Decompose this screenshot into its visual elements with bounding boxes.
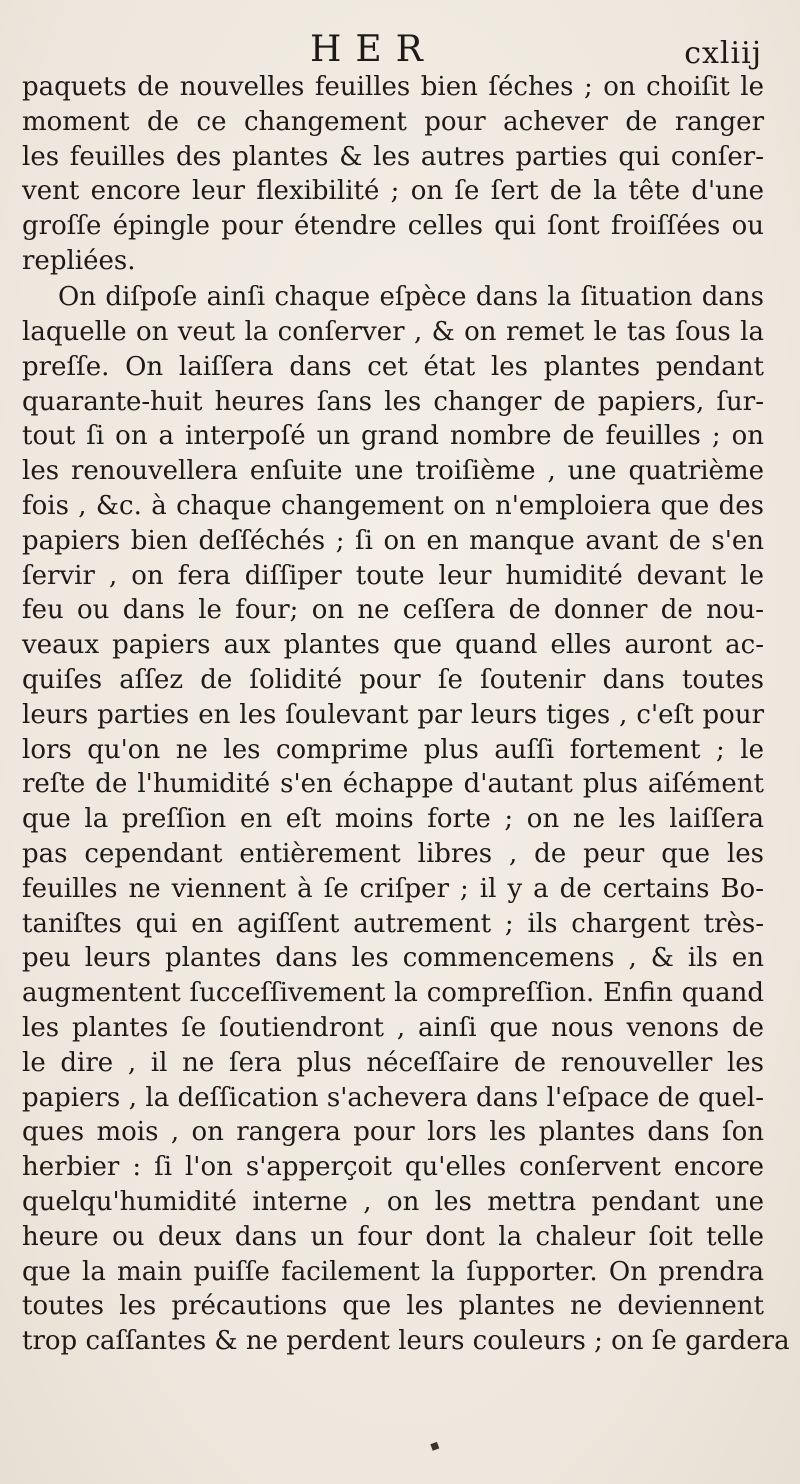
text-line: reſte de l'humidité s'en échappe d'autant plus aiſément [22,769,764,800]
text-line: quelqu'humidité interne , on les mettra pendant une [22,1187,764,1217]
text-line: moment de ce changement pour achever de ranger [22,106,764,137]
text-line: augmentent ſucceſſivement la compreſſion. Enfin quand [22,978,764,1009]
text-line: papiers bien deſſéchés ; ſi on en manque avant de s'en [22,525,764,556]
text-line: que la main puiſſe facilement la ſupporter. On prendra [22,1256,764,1287]
text-line: herbier : ſi l'on s'apperçoit qu'elles conſervent encore [22,1152,764,1183]
text-line: le dire , il ne ſera plus néceſſaire de renouveller les [22,1047,764,1078]
text-line: preſſe. On laiſſera dans cet état les plantes pendant [22,351,764,382]
ink-mark: ▪ [427,1436,442,1456]
text-line: papiers , la deſſication s'achevera dans l'eſpace de quel- [22,1082,764,1113]
text-line: repliées. [22,245,136,276]
text-line: toutes les précautions que les plantes ne deviennent [22,1291,764,1322]
text-line: quarante-huit heures ſans les changer de papiers, ſur- [22,386,764,417]
text-line: trop caſſantes & ne perdent leurs couleurs ; on ſe gardera [22,1326,790,1357]
text-line: fois , &c. à chaque changement on n'emploiera que des [22,491,764,522]
text-line: peu leurs plantes dans les commencemens , & ils en [22,943,764,974]
text-line: On diſpoſe ainſi chaque eſpèce dans la ſituation dans [58,282,764,313]
text-line: les plantes ſe ſoutiendront , ainſi que nous venons de [22,1013,764,1044]
text-line: quiſes aſſez de ſolidité pour ſe ſoutenir dans toutes [22,665,764,696]
paragraph-1 [22,70,764,279]
text-line: pas cependant entièrement libres , de peur que les [22,839,764,870]
text-line: heure ou deux dans un four dont la chaleur ſoit telle [22,1221,764,1252]
text-line: leurs parties en les ſoulevant par leurs tiges , c'eſt pour [22,699,764,730]
text-line: feu ou dans le four; on ne ceſſera de donner de nou- [22,595,764,626]
body-text [22,70,790,1359]
text-line: laquelle on veut la conſerver , & on remet le tas ſous la [22,317,764,348]
text-line: tout ſi on a interpoſé un grand nombre de feuilles ; on [22,421,764,452]
text-line: les renouvellera enſuite une troiſième , une quatrième [22,456,764,487]
text-line: lors qu'on ne les comprime plus auſſi fortement ; le [22,734,764,765]
text-line: les feuilles des plantes & les autres parties qui conſer- [22,141,764,172]
paragraph-2 [22,280,790,1359]
text-line: paquets de nouvelles feuilles bien ſéches ; on choiſit le [22,72,764,102]
text-line: groſſe épingle pour étendre celles qui ſont froiſſées ou [22,211,764,242]
text-line: taniſtes qui en agiſſent autrement ; ils chargent très- [22,908,764,939]
text-line: ſervir , on fera diſſiper toute leur humidité devant le [22,560,764,591]
running-head: HER [310,29,437,70]
text-line: feuilles ne viennent à ſe criſper ; il y a de certains Bo- [22,873,764,904]
text-line: ques mois , on rangera pour lors les plantes dans ſon [22,1117,764,1148]
text-line: que la preſſion en eſt moins forte ; on ne les laiſſera [22,804,764,835]
text-line: veaux papiers aux plantes que quand elles auront ac- [22,630,764,661]
page-number: cxliij [684,36,762,71]
text-line: vent encore leur flexibilité ; on ſe ſert de la tête d'une [22,176,764,207]
